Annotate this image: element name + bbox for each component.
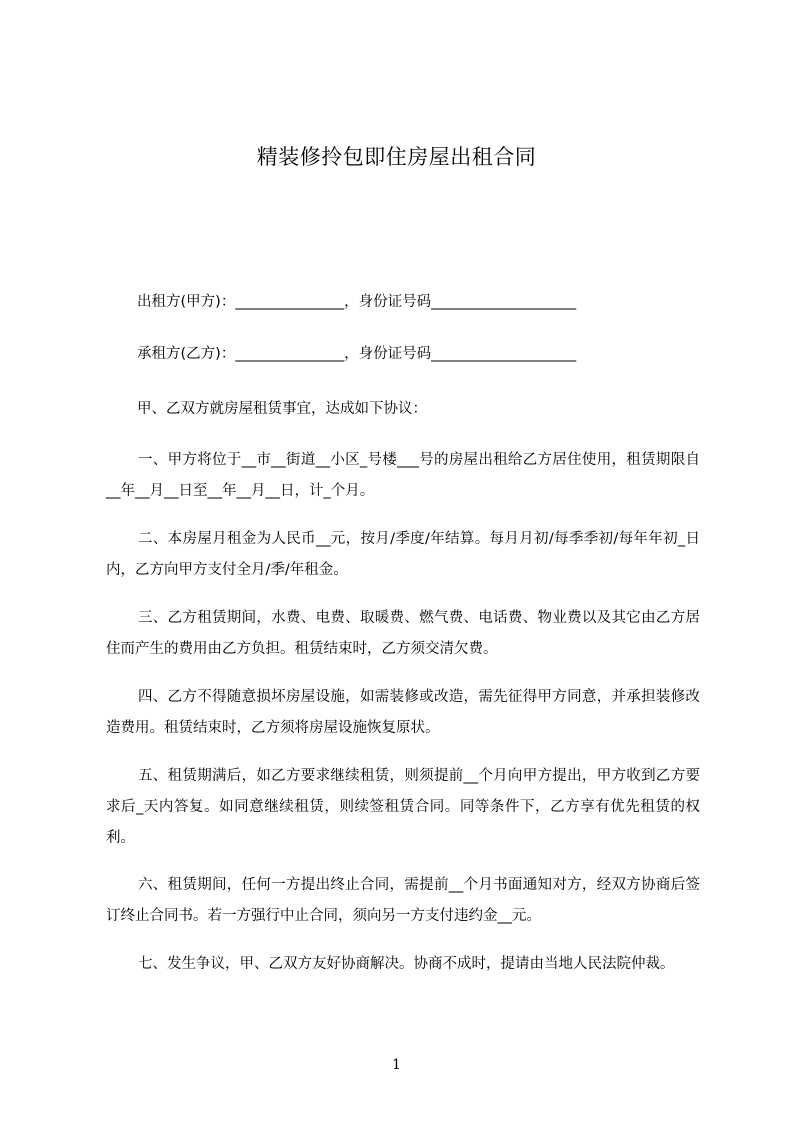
page-number: 1 bbox=[392, 1057, 401, 1073]
clause-1: 一、甲方将位于__市__街道__小区_号楼___号的房屋出租给乙方居住使用，租赁期限自__年__月__日至__年__月__日，计_个月。 bbox=[106, 452, 700, 499]
lessee-line: 承租方(乙方)：_______________，身份证号码____________________ bbox=[137, 346, 577, 362]
clause-7: 七、发生争议，甲、乙双方友好协商解决。协商不成时，提请由当地人民法院仲裁。 bbox=[138, 956, 675, 972]
clause-5: 五、租赁期满后，如乙方要求继续租赁，则须提前__个月向甲方提出，甲方收到乙方要求后_天内答复。如同意继续租赁，则续签租赁合同。同等条件下，乙方享有优先租赁的权利。 bbox=[106, 768, 700, 846]
clause-4: 四、乙方不得随意损坏房屋设施，如需装修或改造，需先征得甲方同意，并承担装修改造费用。租赁结束时，乙方须将房屋设施恢复原状。 bbox=[106, 689, 700, 736]
clause-6: 六、租赁期间，任何一方提出终止合同，需提前__个月书面通知对方，经双方协商后签订终止合同书。若一方强行中止合同，须向另一方支付违约金__元。 bbox=[106, 877, 700, 924]
intro-line: 甲、乙双方就房屋租赁事宜，达成如下协议： bbox=[137, 401, 427, 417]
document-title: 精装修拎包即住房屋出租合同 bbox=[256, 145, 537, 169]
clause-2: 二、本房屋月租金为人民币__元，按月/季度/年结算。每月月初/每季季初/每年年初_日内，乙方向甲方支付全月/季/年租金。 bbox=[106, 531, 700, 578]
clause-3: 三、乙方租赁期间，水费、电费、取暖费、燃气费、电话费、物业费以及其它由乙方居住而产生的费用由乙方负担。租赁结束时，乙方须交清欠费。 bbox=[106, 610, 700, 657]
lessor-line: 出租方(甲方)：_______________，身份证号码____________________ bbox=[137, 294, 577, 310]
